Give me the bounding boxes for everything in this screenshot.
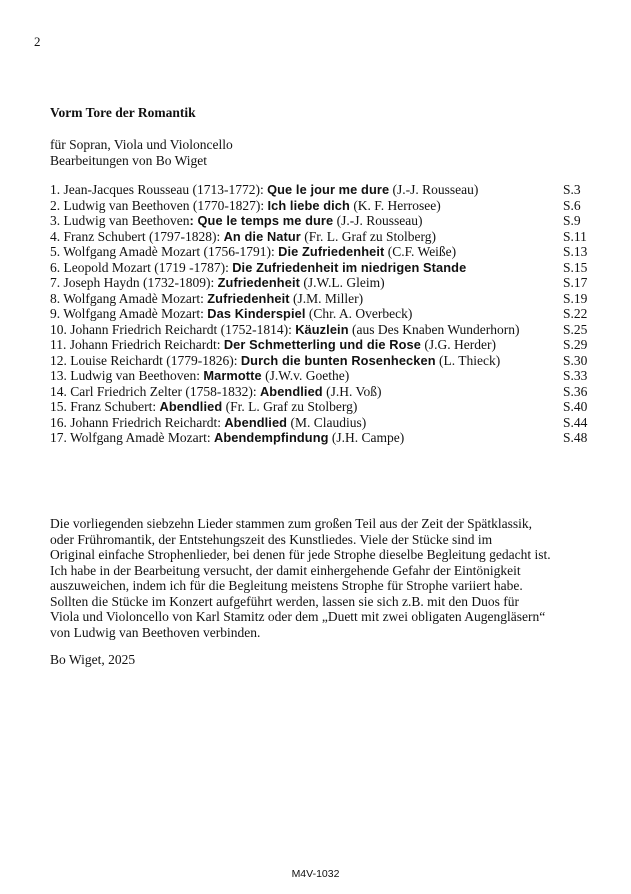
lyricist-text: (J.W.v. Goethe) (261, 368, 350, 383)
toc-row (50, 415, 606, 431)
toc-entry (50, 368, 349, 384)
toc-row (50, 244, 606, 260)
song-title: Abendempfindung (214, 430, 329, 445)
song-title: : Que le temps me dure (189, 213, 334, 228)
page-reference: S.15 (563, 259, 588, 275)
toc-entry (50, 306, 412, 322)
toc-entry (50, 291, 363, 307)
toc-entry (50, 260, 466, 276)
composer-text: 11. Johann Friedrich Reichardt: (50, 337, 224, 352)
toc-entry (50, 275, 385, 291)
lyricist-text: (J.-J. Rousseau) (333, 213, 423, 228)
toc-row (50, 229, 606, 245)
song-title: Der Schmetterling und die Rose (223, 337, 421, 352)
page-reference: S.30 (563, 352, 588, 368)
song-title: Das Kinderspiel (207, 306, 306, 321)
toc-row (50, 198, 606, 214)
lyricist-text: (J.H. Voß) (322, 383, 382, 399)
song-title: Abendlied (259, 383, 323, 399)
composer-text: 8. Wolfgang Amadè Mozart: (50, 290, 208, 306)
song-title: Käuzlein (295, 321, 349, 337)
page-reference: S.40 (563, 399, 588, 414)
toc-row (50, 182, 606, 198)
composer-text: 13. Ludwig van Beethoven: (50, 368, 204, 383)
intro-line: Die vorliegenden siebzehn Lieder stammen zum großen Teil aus der Zeit der Spätklassik, (50, 516, 533, 531)
page-reference: S.6 (563, 197, 581, 213)
composer-text: 10. Johann Friedrich Reichardt (1752-1814): (50, 321, 296, 337)
composer-text: 5. Wolfgang Amadè Mozart (1756-1791): (50, 244, 279, 259)
toc-row (50, 368, 606, 384)
page-reference: S.9 (563, 213, 581, 228)
page-reference: S.44 (563, 414, 588, 430)
toc-row (50, 337, 606, 353)
intro-line: Viola und Violoncello von Karl Stamitz oder dem „Duett mit zwei obligaten Augengläsern“ (50, 609, 546, 624)
toc-row (50, 353, 606, 369)
page-reference: S.36 (563, 383, 588, 399)
song-title: Die Zufriedenheit im niedrigen Stande (232, 259, 467, 275)
intro-line: Original einfache Strophenlieder, bei denen für jede Strophe dieselbe Begleitung gedacht ist. (50, 547, 551, 562)
page-reference: S.19 (563, 290, 588, 306)
subtitle (50, 137, 233, 168)
song-title: Zufriedenheit (207, 290, 290, 306)
lyricist-text: (J.G. Herder) (420, 337, 496, 352)
toc-entry (50, 337, 496, 353)
composer-text: 12. Louise Reichardt (1779-1826): (50, 352, 241, 368)
lyricist-text: (K. F. Herrosee) (349, 197, 441, 213)
composer-text: 4. Franz Schubert (1797-1828): (50, 228, 224, 244)
composer-text: 15. Franz Schubert: (50, 399, 160, 414)
song-title: Durch die bunten Rosenhecken (240, 352, 436, 368)
song-title: Zufriedenheit (217, 275, 300, 290)
page-reference: S.22 (563, 306, 588, 321)
lyricist-text: (aus Des Knaben Wunderhorn) (348, 321, 520, 337)
song-title: Ich liebe dich (267, 197, 350, 213)
page-reference: S.29 (563, 337, 588, 352)
composer-text: 16. Johann Friedrich Reichardt: (50, 414, 225, 430)
page-reference: S.11 (563, 228, 587, 244)
footer-code: M4V-1032 (291, 868, 340, 880)
page-reference: S.25 (563, 321, 588, 337)
signature: Bo Wiget, 2025 (50, 652, 136, 667)
intro-line: oder Frühromantik, der Entstehungszeit des Kunstliedes. Viele der Stücke sind im (50, 531, 493, 547)
toc-row (50, 322, 606, 338)
song-title: Abendlied (224, 414, 288, 430)
lyricist-text: (Fr. L. Graf zu Stolberg) (222, 399, 358, 414)
lyricist-text: (M. Claudius) (287, 414, 367, 430)
toc-row (50, 213, 606, 229)
page-reference: S.3 (563, 182, 581, 197)
composer-text: 9. Wolfgang Amadè Mozart: (50, 306, 208, 321)
table-of-contents (50, 182, 606, 446)
toc-entry (50, 415, 366, 431)
page-reference: S.17 (563, 275, 588, 290)
intro-line: Sollten die Stücke im Konzert aufgeführt werden, lassen sie sich z.B. mit den Duos für (50, 593, 520, 609)
song-title: Marmotte (203, 368, 262, 383)
page-reference: S.13 (563, 244, 588, 259)
toc-row (50, 275, 606, 291)
song-title: Que le jour me dure (267, 182, 390, 197)
page-reference: S.33 (563, 368, 588, 383)
lyricist-text: (J.H. Campe) (328, 430, 405, 445)
lyricist-text: (J.W.L. Gleim) (299, 275, 385, 290)
toc-row (50, 260, 606, 276)
intro-line: von Ludwig van Beethoven verbinden. (50, 624, 261, 640)
composer-text: 3. Ludwig van Beethoven (50, 213, 190, 228)
toc-entry (50, 399, 357, 415)
intro-line: auszuweichen, indem ich für die Begleitung meistens Strophe für Strophe variiert habe. (50, 578, 523, 593)
song-title: Die Zufriedenheit (278, 244, 385, 259)
intro-paragraph (50, 516, 610, 640)
toc-entry (50, 430, 404, 446)
lyricist-text: (C.F. Weiße) (384, 244, 457, 259)
toc-entry (50, 229, 436, 245)
toc-row (50, 291, 606, 307)
toc-row (50, 306, 606, 322)
toc-entry (50, 198, 441, 214)
lyricist-text: (Chr. A. Overbeck) (305, 306, 413, 321)
toc-entry (50, 384, 381, 400)
composer-text: 2. Ludwig van Beethoven (1770-1827): (50, 197, 268, 213)
composer-text: 6. Leopold Mozart (1719 -1787): (50, 259, 233, 275)
lyricist-text: (L. Thieck) (435, 352, 501, 368)
toc-entry (50, 182, 478, 198)
composer-text: 14. Carl Friedrich Zelter (1758-1832): (50, 383, 260, 399)
subtitle-line: Bearbeitungen von Bo Wiget (50, 152, 208, 168)
composer-text: 1. Jean-Jacques Rousseau (1713-1772): (50, 182, 268, 197)
toc-row (50, 399, 606, 415)
composer-text: 17. Wolfgang Amadè Mozart: (50, 430, 215, 445)
page-reference: S.48 (563, 430, 588, 445)
page-title: Vorm Tore der Romantik (50, 105, 196, 120)
toc-row (50, 384, 606, 400)
song-title: Abendlied (159, 399, 223, 414)
intro-line: Ich habe in der Bearbeitung versucht, der damit einhergehende Gefahr der Eintönigkeit (50, 562, 521, 578)
toc-entry (50, 213, 422, 229)
composer-text: 7. Joseph Haydn (1732-1809): (50, 275, 218, 290)
toc-entry (50, 244, 456, 260)
lyricist-text: (Fr. L. Graf zu Stolberg) (300, 228, 436, 244)
lyricist-text: (J.M. Miller) (289, 290, 364, 306)
toc-entry (50, 353, 500, 369)
lyricist-text: (J.-J. Rousseau) (389, 182, 479, 197)
toc-row (50, 430, 606, 446)
subtitle-line: für Sopran, Viola und Violoncello (50, 137, 233, 152)
page-number: 2 (34, 34, 41, 49)
song-title: An die Natur (223, 228, 301, 244)
toc-entry (50, 322, 520, 338)
